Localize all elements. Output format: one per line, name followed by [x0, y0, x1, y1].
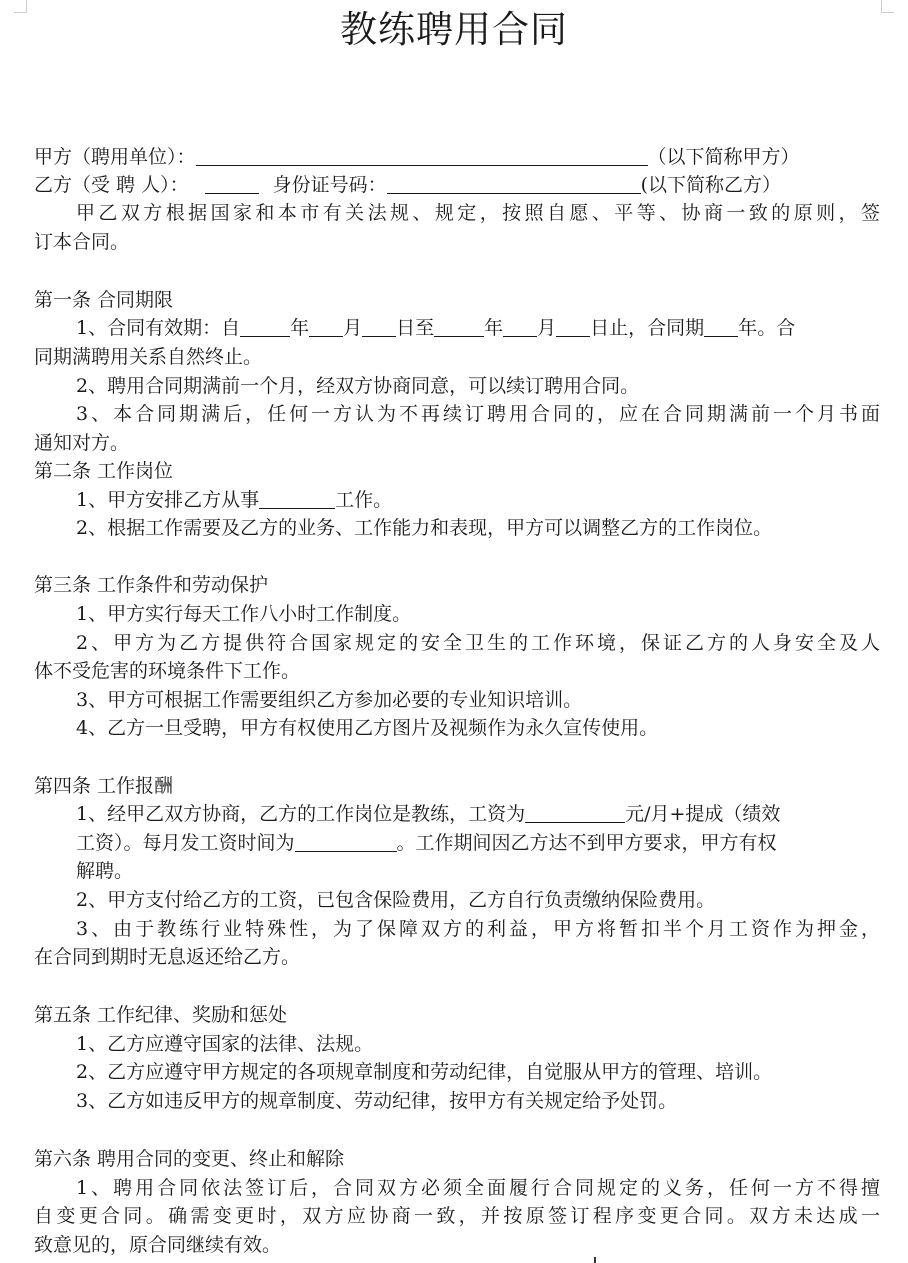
article-3-clause-3: 3、甲方可根据工作需要组织乙方参加必要的专业知识培训。 [76, 689, 583, 711]
party-b-id-field[interactable] [387, 173, 641, 194]
article-5-clause-3: 3、乙方如违反甲方的规章制度、劳动纪律，按甲方有关规定给予处罚。 [76, 1090, 678, 1112]
article-3-clause-1: 1、甲方实行每天工作八小时工作制度。 [76, 603, 412, 625]
payday-label: 工资）。每月发工资时间为 [76, 832, 295, 854]
article-1-clause-3-line1: 3、本合同期满后，任何一方认为不再续订聘用合同的，应在合同期满前一个月书面 [76, 403, 880, 425]
article-6-clause-1-line1: 1、聘用合同依法签订后，合同双方必须全面履行合同规定的义务，任何一方不得擅 [76, 1177, 880, 1199]
job-field[interactable] [259, 488, 335, 509]
article-2-clause-1 [76, 486, 880, 514]
cursor-mark [594, 1257, 596, 1263]
article-3-clause-2-line2: 体不受危害的环境条件下工作。 [34, 660, 301, 682]
year-label: 年。合 [738, 317, 796, 339]
article-3-clause-4: 4、乙方一旦受聘，甲方有权使用乙方图片及视频作为永久宣传使用。 [76, 717, 659, 739]
term-years-field[interactable] [704, 316, 738, 337]
salary-field[interactable] [525, 802, 625, 823]
article-1-clause-2: 2、聘用合同期满前一个月，经双方协商同意，可以续订聘用合同。 [76, 375, 640, 397]
party-b-line [34, 171, 880, 199]
start-day-field[interactable] [362, 316, 396, 337]
start-month-field[interactable] [309, 316, 343, 337]
month-label: 月 [343, 317, 363, 339]
article-3-heading: 第三条 工作条件和劳动保护 [34, 574, 269, 596]
party-b-note: (以下简称乙方） [640, 174, 782, 196]
article-4-clause-1-line1 [76, 800, 880, 828]
party-a-note: （以下简称甲方） [647, 146, 800, 168]
year-label: 年 [290, 317, 310, 339]
article-2-heading: 第二条 工作岗位 [34, 460, 174, 482]
salary-label: 1、经甲乙双方协商，乙方的工作岗位是教练，工资为 [76, 803, 526, 825]
party-a-label: 甲方（聘用单位）： [34, 146, 196, 168]
term-period-label: 日止，合同期 [590, 317, 705, 339]
article-1-heading: 第一条 合同期限 [34, 289, 174, 311]
article-2-clause-2: 2、根据工作需要及乙方的业务、工作能力和表现，甲方可以调整乙方的工作岗位。 [76, 517, 773, 539]
article-4-clause-3-line1: 3、由于教练行业特殊性，为了保障双方的利益，甲方将暂扣半个月工资作为押金， [76, 918, 880, 940]
article-4-clause-1-line2 [76, 829, 880, 857]
article-1-clause-3-line2: 通知对方。 [34, 432, 130, 454]
intro-paragraph-line2: 订本合同。 [34, 231, 130, 253]
article-6-clause-1-line3: 致意见的，原合同继续有效。 [34, 1234, 282, 1256]
party-b-id-label: 身份证号码： [272, 174, 387, 196]
party-a-name-field[interactable] [196, 145, 648, 166]
start-year-field[interactable] [240, 316, 290, 337]
article-1-term-line [76, 314, 880, 342]
year-label: 年 [484, 317, 504, 339]
article-1-term-cont: 同期满聘用关系自然终止。 [34, 346, 263, 368]
intro-paragraph-line1: 甲乙双方根据国家和本市有关法规、规定，按照自愿、平等、协商一致的原则，签 [76, 202, 880, 224]
payday-field[interactable] [295, 831, 397, 852]
article-6-clause-1-line2: 自变更合同。确需变更时，双方应协商一致，并按原签订程序变更合同。双方未达成一 [34, 1205, 880, 1227]
job-suffix: 工作。 [335, 489, 393, 511]
article-3-clause-2-line1: 2、甲方为乙方提供符合国家规定的安全卫生的工作环境，保证乙方的人身安全及人 [76, 632, 880, 654]
salary-suffix: 元/月+提成（绩效 [625, 803, 781, 825]
article-5-clause-2: 2、乙方应遵守甲方规定的各项规章制度和劳动纪律，自觉服从甲方的管理、培训。 [76, 1061, 773, 1083]
article-4-heading: 第四条 工作报酬 [34, 775, 174, 797]
job-label: 1、甲方安排乙方从事 [76, 489, 260, 511]
day-to-label: 日至 [396, 317, 435, 339]
party-a-line [34, 143, 880, 171]
month-label: 月 [537, 317, 557, 339]
article-4-clause-2: 2、甲方支付给乙方的工资，已包含保险费用，乙方自行负责缴纳保险费用。 [76, 889, 716, 911]
payday-suffix: 。工作期间因乙方达不到甲方要求，甲方有权 [396, 832, 777, 854]
party-b-name-field[interactable] [205, 173, 259, 194]
contract-title: 教练聘用合同 [340, 8, 568, 51]
end-year-field[interactable] [434, 316, 484, 337]
end-month-field[interactable] [503, 316, 537, 337]
article-4-clause-1-line3: 解聘。 [76, 860, 134, 882]
article-4-clause-3-line2: 在合同到期时无息返还给乙方。 [34, 946, 301, 968]
party-b-label: 乙方（受 聘 人）： [34, 174, 189, 196]
term-from-label: 1、合同有效期：自 [76, 317, 241, 339]
article-5-heading: 第五条 工作纪律、奖励和惩处 [34, 1004, 288, 1026]
article-5-clause-1: 1、乙方应遵守国家的法律、法规。 [76, 1033, 374, 1055]
end-day-field[interactable] [556, 316, 590, 337]
article-6-heading: 第六条 聘用合同的变更、终止和解除 [34, 1148, 345, 1170]
